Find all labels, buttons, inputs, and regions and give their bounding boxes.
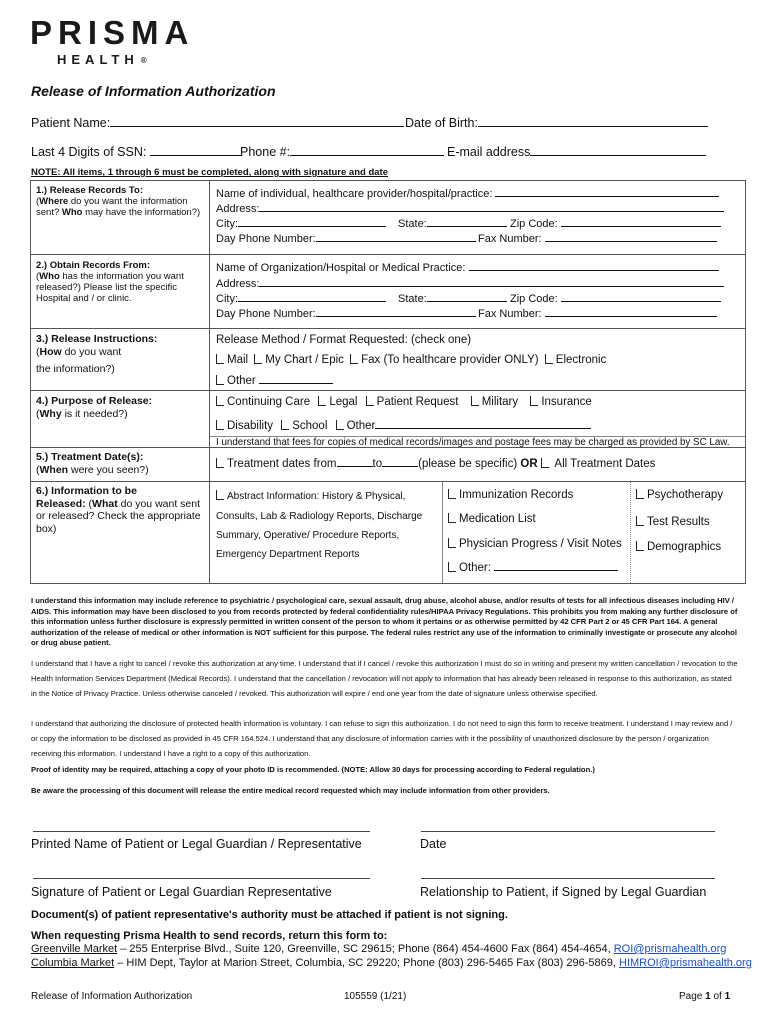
- demographics-checkbox[interactable]: Demographics: [636, 541, 721, 553]
- legal-confidentiality: I understand this information may include reference to psychiatric / psychological care, sexual assault, drug abuse, alcohol abuse, and/or results of tests for all infectious diseases including HIV / AIDS. This information may have been disclosed to you from records protected by federal confidentiality rules/HIPAA Privacy Regulations. This prohibits you from making any further disclosure of this information unless further disclosure is expressly permitted in written consent of the person to whom it pertains or as otherwise permitted by 42 CFR Part 2 or 45 CFR Part 164. A general authorization of the release of medical or other information is NOT sufficient for this purpose. The federal rules restrict any use of the information to criminally investigate or prosecute any alcohol or drug abuse patient.: [31, 596, 738, 647]
- progress-notes-checkbox[interactable]: Physician Progress / Visit Notes: [448, 538, 622, 550]
- s1-zip-field[interactable]: Zip Code:: [510, 217, 721, 230]
- send-heading: When requesting Prisma Health to send records, return this form to:: [31, 930, 388, 942]
- email-field[interactable]: [447, 145, 706, 159]
- s2-fax-field[interactable]: Fax Number:: [478, 307, 717, 320]
- footer-form-number: 105559 (1/21): [344, 991, 407, 1002]
- electronic-checkbox[interactable]: Electronic: [545, 354, 607, 366]
- section6-label: 6.) Information to be Released: (What do you want sent or released? Check the appropriate box): [36, 485, 201, 535]
- insurance-checkbox[interactable]: Insurance: [530, 396, 592, 408]
- fee-note: I understand that fees for copies of medical records/images and postage fees may be charged as provided by SC Law.: [210, 436, 745, 448]
- all-dates-checkbox[interactable]: All Treatment Dates: [541, 458, 656, 470]
- section3-label: 3.) Release Instructions: (How do you want the information?): [36, 333, 158, 375]
- mail-checkbox[interactable]: Mail: [216, 354, 248, 366]
- required-note: NOTE: All items, 1 through 6 must be completed, along with signature and date: [31, 167, 388, 178]
- section-release-instructions: [31, 329, 745, 391]
- test-results-checkbox[interactable]: Test Results: [636, 516, 710, 528]
- prisma-logo: PRISMA: [30, 14, 195, 51]
- continuing-care-checkbox[interactable]: Continuing Care: [216, 396, 310, 408]
- greenville-email-link[interactable]: ROI@prismahealth.org: [613, 943, 727, 955]
- release-method-label: Release Method / Format Requested: (check one): [216, 334, 472, 346]
- mychart-checkbox[interactable]: My Chart / Epic: [254, 354, 344, 366]
- health-logo-text: HEALTH: [57, 52, 139, 67]
- relationship-line[interactable]: [421, 877, 715, 879]
- school-checkbox[interactable]: School: [281, 420, 327, 432]
- date-line[interactable]: [421, 830, 715, 832]
- section-treatment-dates: 5.) Treatment Date(s): (When were you seen?) Treatment dates from to (please be specific) OR All Treatment Dates: [31, 448, 745, 482]
- date-label: Date: [420, 837, 447, 851]
- legal-proof-id: Proof of identity may be required, attaching a copy of your photo ID is recommended. (NOTE: Allow 30 days for processing according to Federal regulation.): [31, 765, 595, 774]
- treatment-dates-checkbox[interactable]: Treatment dates from: [216, 458, 337, 470]
- registered-icon: ®: [140, 56, 147, 65]
- medication-checkbox[interactable]: Medication List: [448, 513, 536, 525]
- section-information: [31, 482, 745, 584]
- section-obtain-from: [31, 255, 745, 329]
- legal-checkbox[interactable]: Legal: [318, 396, 357, 408]
- s2-day-phone-field[interactable]: Day Phone Number:: [216, 307, 476, 320]
- s1-address-field[interactable]: Address:: [216, 202, 724, 215]
- immunization-checkbox[interactable]: Immunization Records: [448, 489, 573, 501]
- patient-name-field[interactable]: [31, 116, 404, 130]
- section4-label: 4.) Purpose of Release: (Why is it needed?): [36, 395, 153, 420]
- date-to-field[interactable]: [382, 457, 418, 467]
- dob-field[interactable]: [405, 116, 708, 130]
- s1-state-field[interactable]: State:: [398, 217, 507, 230]
- form-title: Release of Information Authorization: [31, 83, 276, 99]
- signature-line[interactable]: [33, 877, 370, 879]
- abstract-line2: Consults, Lab & Radiology Reports, Discharge: [216, 511, 423, 522]
- representative-note: Document(s) of patient representative's authority must be attached if patient is not signing.: [31, 909, 508, 921]
- other-info-checkbox[interactable]: Other:: [448, 561, 618, 574]
- legal-voluntary: I understand that authorizing the disclosure of protected health information is voluntary. I can refuse to sign this authorization. I do not need to sign this form to receive treatment. I understand I may review and / or copy the information to be disclosed as provided in 45 CFR 164.524. I understand that any disclosure of information carries with it the possibility of unauthorized disclosure by the person / organization receiving this information. I understand I have a right to a copy of this authorization.: [31, 719, 733, 758]
- military-checkbox[interactable]: Military: [471, 396, 518, 408]
- s1-name-field[interactable]: Name of individual, healthcare provider/hospital/practice:: [216, 187, 719, 200]
- phone-field[interactable]: [240, 145, 444, 159]
- printed-name-line[interactable]: [33, 830, 370, 832]
- section-purpose: [31, 391, 745, 448]
- signature-label: Signature of Patient or Legal Guardian Representative: [31, 885, 332, 899]
- s2-name-field[interactable]: Name of Organization/Hospital or Medical Practice:: [216, 261, 719, 274]
- abstract-line3: Summary, Operative/ Procedure Reports,: [216, 530, 400, 541]
- sections-grid: [30, 180, 746, 584]
- greenville-address: Greenville Market – 255 Enterprise Blvd., Suite 120, Greenville, SC 29615; Phone (864) 454-4600 Fax (864) 454-4654, ROI@prismahealth.org: [31, 943, 727, 955]
- section-release-to: [31, 181, 745, 255]
- abstract-checkbox[interactable]: Abstract Information: History & Physical,: [216, 490, 405, 502]
- footer-page-number: Page 1 of 1: [679, 991, 731, 1002]
- footer-form-name: Release of Information Authorization: [31, 991, 193, 1002]
- printed-name-label: Printed Name of Patient or Legal Guardian / Representative: [31, 837, 362, 851]
- info-col3-divider: [630, 482, 631, 583]
- other-method-checkbox[interactable]: Other: [216, 374, 333, 387]
- s2-state-field[interactable]: State:: [398, 292, 507, 305]
- disability-checkbox[interactable]: Disability: [216, 420, 273, 432]
- info-col2-divider: [442, 482, 443, 583]
- columbia-address: Columbia Market – HIM Dept, Taylor at Marion Street, Columbia, SC 29220; Phone (803) 296-5465 Fax (803) 296-5869, HIMROI@prismahealth.org: [31, 957, 752, 969]
- other-purpose-checkbox[interactable]: Other: [336, 420, 592, 432]
- legal-revocation: I understand that I have a right to cancel / revoke this authorization at any time. I understand that if I cancel / revoke this authorization I must do so in writing and present my written cancellation / revocation to the Health Information Services Department (Medical Records). I understand that the cancellation / revocation will not apply to information that has already been released in response to this authorization, as stated in the Notice of Privacy Practice. Unless otherwise canceled / revoked. This authorization will expire / end one year from the date of signature unless otherwise specified.: [31, 659, 738, 698]
- patient-request-checkbox[interactable]: Patient Request: [366, 396, 459, 408]
- section2-label: 2.) Obtain Records From: (Who has the information you want released?) Please list the specific Hospital and / or clinic.: [36, 260, 184, 304]
- section1-label: 1.) Release Records To: (Where do you want the information sent? Who may have the information?): [36, 185, 201, 218]
- section5-label: 5.) Treatment Date(s): (When were you seen?): [36, 451, 149, 476]
- s2-city-field[interactable]: City:: [216, 292, 386, 305]
- s2-address-field[interactable]: Address:: [216, 277, 724, 290]
- abstract-line4: Emergency Department Reports: [216, 549, 360, 560]
- fax-checkbox[interactable]: Fax (To healthcare provider ONLY): [350, 354, 538, 366]
- relationship-label: Relationship to Patient, if Signed by Legal Guardian: [420, 885, 707, 899]
- s1-fax-field[interactable]: Fax Number:: [478, 232, 717, 245]
- legal-processing: Be aware the processing of this document will release the entire medical record requested which may include information from other providers.: [31, 786, 550, 795]
- psychotherapy-checkbox[interactable]: Psychotherapy: [636, 489, 723, 501]
- ssn-label: Last 4 Digits of SSN:: [31, 145, 147, 159]
- email-label: E-mail address: [447, 145, 531, 159]
- health-logo: [57, 52, 147, 67]
- dob-label: Date of Birth:: [405, 116, 478, 130]
- columbia-email-link[interactable]: HIMROI@prismahealth.org: [619, 957, 752, 969]
- s2-zip-field[interactable]: Zip Code:: [510, 292, 721, 305]
- ssn-field[interactable]: [31, 145, 242, 159]
- phone-label: Phone #:: [240, 145, 291, 159]
- s1-day-phone-field[interactable]: Day Phone Number:: [216, 232, 476, 245]
- date-from-field[interactable]: [337, 457, 373, 467]
- patient-name-label: Patient Name:: [31, 116, 111, 130]
- s1-city-field[interactable]: City:: [216, 217, 386, 230]
